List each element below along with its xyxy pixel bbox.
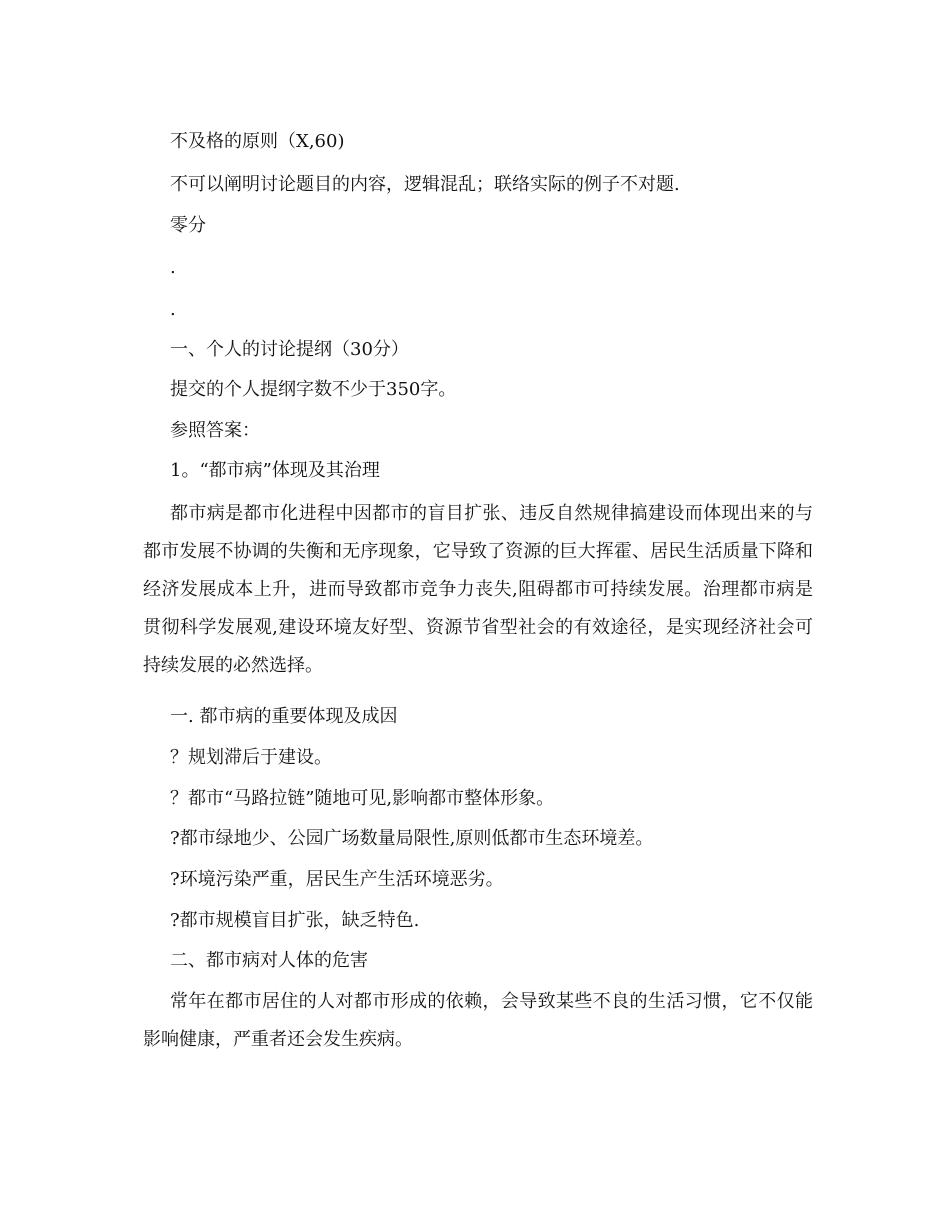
bullet-item: ?都市绿地少、公园广场数量局限性,原则低都市生态环境差。 <box>170 828 654 849</box>
closing-paragraph: 常年在都市居住的人对都市形成的依赖，会导致某些不良的生活习惯，它不仅能影响健康，严重者还会发生疾病。 <box>143 991 813 1050</box>
bullet-item: ?环境污染严重，居民生产生活环境恶劣。 <box>170 869 504 890</box>
bullet-item: ？规划滞后于建设。 <box>170 747 332 768</box>
subheading-causes: 一. 都市病的重要体现及成因 <box>170 706 398 727</box>
subheading-harm: 二、都市病对人体的危害 <box>170 950 368 971</box>
bullet-item: ？都市“马路拉链”随地可见,影响都市整体形象。 <box>170 788 555 809</box>
reference-answer-label: 参照答案： <box>170 420 260 441</box>
section-one-title: 一、个人的讨论提纲（30分） <box>170 339 409 360</box>
separator-dot: . <box>170 257 176 278</box>
requirement-text: 提交的个人提纲字数不少于350字。 <box>170 379 457 400</box>
zero-score-label: 零分 <box>170 215 206 236</box>
topic-heading: 1。“都市病”体现及其治理 <box>170 460 380 481</box>
fail-criteria-title: 不及格的原则（X,60) <box>170 131 345 152</box>
fail-criteria-text: 不可以阐明讨论题目的内容，逻辑混乱；联络实际的例子不对题. <box>170 174 680 195</box>
separator-dot: . <box>170 299 176 320</box>
intro-paragraph: 都市病是都市化进程中因都市的盲目扩张、违反自然规律搞建设而体现出来的与都市发展不协调的失衡和无序现象，它导致了资源的巨大挥霍、居民生活质量下降和经济发展成本上升，进而导致都市竞争力丧失,阻碍都市可持续发展。治理都市病是贯彻科学发展观,建设环境友好型、资源节省型社会的有效途径，是实现经济社会可持续发展的必然选择。 <box>143 503 813 676</box>
bullet-item: ?都市规模盲目扩张，缺乏特色. <box>170 910 420 931</box>
